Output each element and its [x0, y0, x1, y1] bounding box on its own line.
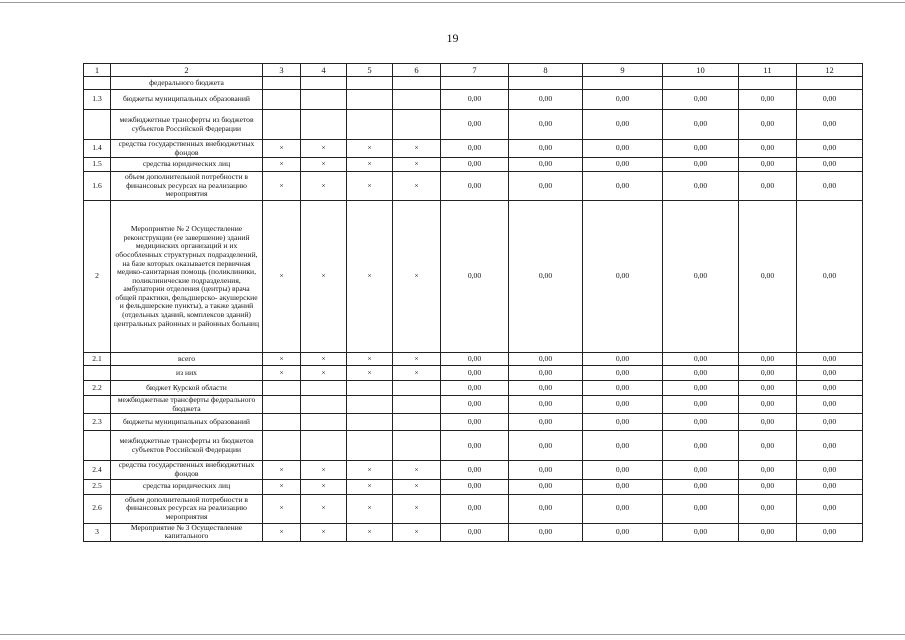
cell-col6: ×	[393, 523, 441, 541]
column-header: 7	[441, 64, 509, 77]
row-number-cell	[84, 77, 111, 90]
cell-col6	[393, 90, 441, 110]
cell-col3	[263, 77, 301, 90]
value-cell: 0,00	[739, 461, 797, 479]
cell-col6: ×	[393, 158, 441, 172]
row-number-cell: 2.3	[84, 414, 111, 431]
cell-col3: ×	[263, 353, 301, 366]
row-name-cell: средства юридических лиц	[111, 479, 263, 494]
table-row	[84, 414, 863, 431]
row-number-cell: 1.5	[84, 158, 111, 172]
value-cell: 0,00	[797, 172, 863, 201]
value-cell: 0,00	[583, 381, 663, 396]
row-name-cell: средства государственных внебюджетных фондов	[111, 461, 263, 479]
table-row	[84, 479, 863, 494]
value-cell: 0,00	[583, 366, 663, 381]
row-name-cell: межбюджетные трансферты из бюджетов субъектов Российской Федерации	[111, 110, 263, 140]
cell-col4	[301, 381, 347, 396]
column-header: 10	[663, 64, 739, 77]
cell-col5: ×	[347, 479, 393, 494]
value-cell: 0,00	[663, 158, 739, 172]
value-cell: 0,00	[663, 494, 739, 523]
cell-col4	[301, 431, 347, 461]
value-cell: 0,00	[663, 353, 739, 366]
cell-col5: ×	[347, 353, 393, 366]
row-number-cell: 2.2	[84, 381, 111, 396]
value-cell: 0,00	[663, 366, 739, 381]
row-name-cell: федерального бюджета	[111, 77, 263, 90]
table-row	[84, 523, 863, 541]
value-cell: 0,00	[739, 494, 797, 523]
value-cell: 0,00	[739, 381, 797, 396]
row-number-cell: 2.5	[84, 479, 111, 494]
row-name-cell: Мероприятие № 2 Осуществление реконструкции (ее завершение) зданий медицинских организаций и их обособленных структурных подразделений, на базе которых оказывается первичная медико-санитарная помощь (поликлиники, поликлинические подразделения, амбулатории отделения (центры) врача общей практики, фельдшерско- акушерские и фельдшерские пункты), а также зданий (отдельных зданий, комплексов зданий) центральных районных и районных больниц	[111, 201, 263, 353]
value-cell: 0,00	[441, 479, 509, 494]
cell-col4	[301, 396, 347, 414]
cell-col3: ×	[263, 523, 301, 541]
value-cell: 0,00	[509, 90, 583, 110]
value-cell: 0,00	[509, 366, 583, 381]
value-cell: 0,00	[663, 414, 739, 431]
value-cell: 0,00	[509, 353, 583, 366]
cell-col5: ×	[347, 366, 393, 381]
value-cell: 0,00	[509, 523, 583, 541]
row-name-cell: объем дополнительной потребности в финансовых ресурсах на реализацию мероприятия	[111, 494, 263, 523]
value-cell: 0,00	[583, 140, 663, 158]
value-cell: 0,00	[797, 414, 863, 431]
table-row	[84, 353, 863, 366]
value-cell: 0,00	[739, 201, 797, 353]
cell-col3: ×	[263, 140, 301, 158]
value-cell: 0,00	[583, 172, 663, 201]
value-cell: 0,00	[441, 366, 509, 381]
value-cell: 0,00	[739, 431, 797, 461]
column-header: 5	[347, 64, 393, 77]
value-cell: 0,00	[509, 431, 583, 461]
column-header: 8	[509, 64, 583, 77]
value-cell: 0,00	[739, 90, 797, 110]
table-row	[84, 431, 863, 461]
column-header: 9	[583, 64, 663, 77]
cell-col4	[301, 77, 347, 90]
row-number-cell: 3	[84, 523, 111, 541]
value-cell: 0,00	[739, 353, 797, 366]
cell-col3	[263, 431, 301, 461]
value-cell: 0,00	[663, 381, 739, 396]
value-cell: 0,00	[663, 431, 739, 461]
row-name-cell: межбюджетные трансферты из бюджетов субъектов Российской Федерации	[111, 431, 263, 461]
value-cell: 0,00	[663, 479, 739, 494]
row-name-cell: бюджеты муниципальных образований	[111, 90, 263, 110]
value-cell: 0,00	[663, 396, 739, 414]
value-cell: 0,00	[441, 110, 509, 140]
cell-col5	[347, 396, 393, 414]
value-cell: 0,00	[441, 140, 509, 158]
table-row	[84, 494, 863, 523]
cell-col6: ×	[393, 461, 441, 479]
value-cell: 0,00	[509, 110, 583, 140]
cell-col6: ×	[393, 140, 441, 158]
value-cell: 0,00	[797, 366, 863, 381]
cell-col4	[301, 110, 347, 140]
cell-col3: ×	[263, 158, 301, 172]
cell-col6: ×	[393, 172, 441, 201]
value-cell: 0,00	[663, 201, 739, 353]
value-cell: 0,00	[509, 494, 583, 523]
value-cell: 0,00	[441, 353, 509, 366]
cell-col4: ×	[301, 523, 347, 541]
cell-col6	[393, 110, 441, 140]
cell-col4	[301, 414, 347, 431]
value-cell: 0,00	[663, 110, 739, 140]
table-row	[84, 201, 863, 353]
value-cell: 0,00	[583, 479, 663, 494]
column-header: 1	[84, 64, 111, 77]
value-cell: 0,00	[583, 201, 663, 353]
cell-col3: ×	[263, 172, 301, 201]
value-cell: 0,00	[509, 414, 583, 431]
row-number-cell: 1.3	[84, 90, 111, 110]
bottom-scan-edge	[0, 634, 905, 635]
cell-col4: ×	[301, 140, 347, 158]
value-cell: 0,00	[441, 381, 509, 396]
table-row	[84, 140, 863, 158]
value-cell: 0,00	[441, 461, 509, 479]
cell-col5	[347, 77, 393, 90]
cell-col5: ×	[347, 461, 393, 479]
value-cell: 0,00	[797, 431, 863, 461]
table-row	[84, 172, 863, 201]
value-cell	[797, 77, 863, 90]
column-header: 6	[393, 64, 441, 77]
row-number-cell	[84, 396, 111, 414]
cell-col3: ×	[263, 461, 301, 479]
value-cell: 0,00	[441, 201, 509, 353]
value-cell: 0,00	[583, 414, 663, 431]
cell-col6	[393, 414, 441, 431]
value-cell: 0,00	[583, 461, 663, 479]
value-cell: 0,00	[583, 353, 663, 366]
row-name-cell: всего	[111, 353, 263, 366]
value-cell: 0,00	[797, 381, 863, 396]
row-number-cell	[84, 431, 111, 461]
cell-col3: ×	[263, 366, 301, 381]
row-name-cell: средства юридических лиц	[111, 158, 263, 172]
row-name-cell: бюджеты муниципальных образований	[111, 414, 263, 431]
cell-col5	[347, 110, 393, 140]
value-cell: 0,00	[509, 172, 583, 201]
row-number-cell: 2.6	[84, 494, 111, 523]
table-row	[84, 366, 863, 381]
value-cell: 0,00	[797, 479, 863, 494]
cell-col5: ×	[347, 140, 393, 158]
cell-col5: ×	[347, 158, 393, 172]
value-cell: 0,00	[739, 158, 797, 172]
row-number-cell: 1.4	[84, 140, 111, 158]
value-cell	[509, 77, 583, 90]
value-cell: 0,00	[583, 523, 663, 541]
table-row	[84, 110, 863, 140]
cell-col6	[393, 77, 441, 90]
value-cell: 0,00	[583, 431, 663, 461]
row-number-cell	[84, 366, 111, 381]
cell-col6	[393, 396, 441, 414]
value-cell: 0,00	[441, 414, 509, 431]
value-cell: 0,00	[441, 396, 509, 414]
value-cell: 0,00	[739, 414, 797, 431]
cell-col3	[263, 90, 301, 110]
row-name-cell: объем дополнительной потребности в финансовых ресурсах на реализацию мероприятия	[111, 172, 263, 201]
page-number: 19	[446, 31, 459, 45]
table-row	[84, 381, 863, 396]
cell-col4	[301, 90, 347, 110]
cell-col4: ×	[301, 461, 347, 479]
row-number-cell: 2	[84, 201, 111, 353]
cell-col6	[393, 431, 441, 461]
cell-col6	[393, 381, 441, 396]
value-cell: 0,00	[583, 158, 663, 172]
value-cell: 0,00	[509, 158, 583, 172]
column-header: 11	[739, 64, 797, 77]
cell-col4: ×	[301, 366, 347, 381]
cell-col5	[347, 381, 393, 396]
cell-col3	[263, 381, 301, 396]
cell-col3: ×	[263, 494, 301, 523]
cell-col3	[263, 110, 301, 140]
value-cell: 0,00	[739, 523, 797, 541]
table-row	[84, 396, 863, 414]
value-cell: 0,00	[739, 479, 797, 494]
row-name-cell: межбюджетные трансферты федерального бюджета	[111, 396, 263, 414]
cell-col6: ×	[393, 353, 441, 366]
row-name-cell: средства государственных внебюджетных фондов	[111, 140, 263, 158]
column-header: 2	[111, 64, 263, 77]
value-cell: 0,00	[583, 90, 663, 110]
cell-col6: ×	[393, 366, 441, 381]
cell-col6: ×	[393, 494, 441, 523]
cell-col3: ×	[263, 479, 301, 494]
value-cell	[441, 77, 509, 90]
value-cell: 0,00	[663, 461, 739, 479]
value-cell: 0,00	[583, 110, 663, 140]
table-row	[84, 158, 863, 172]
value-cell: 0,00	[663, 140, 739, 158]
value-cell: 0,00	[663, 523, 739, 541]
row-number-cell: 2.1	[84, 353, 111, 366]
row-name-cell: бюджет Курской области	[111, 381, 263, 396]
value-cell: 0,00	[509, 381, 583, 396]
cell-col3: ×	[263, 201, 301, 353]
table-row	[84, 77, 863, 90]
value-cell	[583, 77, 663, 90]
top-scan-edge	[0, 2, 905, 3]
value-cell: 0,00	[441, 172, 509, 201]
row-number-cell	[84, 110, 111, 140]
value-cell: 0,00	[441, 90, 509, 110]
value-cell: 0,00	[797, 90, 863, 110]
value-cell: 0,00	[739, 172, 797, 201]
value-cell: 0,00	[583, 396, 663, 414]
cell-col5: ×	[347, 523, 393, 541]
cell-col5	[347, 431, 393, 461]
value-cell: 0,00	[509, 396, 583, 414]
cell-col5: ×	[347, 494, 393, 523]
cell-col3	[263, 414, 301, 431]
cell-col5	[347, 90, 393, 110]
column-header: 3	[263, 64, 301, 77]
cell-col6: ×	[393, 479, 441, 494]
column-header: 4	[301, 64, 347, 77]
cell-col4: ×	[301, 201, 347, 353]
value-cell: 0,00	[509, 201, 583, 353]
cell-col4: ×	[301, 353, 347, 366]
value-cell: 0,00	[441, 494, 509, 523]
row-number-cell: 2.4	[84, 461, 111, 479]
value-cell: 0,00	[663, 172, 739, 201]
value-cell: 0,00	[797, 523, 863, 541]
value-cell: 0,00	[663, 90, 739, 110]
budget-table	[83, 63, 863, 542]
value-cell: 0,00	[739, 140, 797, 158]
cell-col4: ×	[301, 158, 347, 172]
value-cell: 0,00	[797, 158, 863, 172]
row-number-cell: 1.6	[84, 172, 111, 201]
value-cell: 0,00	[583, 494, 663, 523]
column-header: 12	[797, 64, 863, 77]
cell-col5: ×	[347, 172, 393, 201]
cell-col4: ×	[301, 494, 347, 523]
value-cell	[663, 77, 739, 90]
value-cell: 0,00	[441, 158, 509, 172]
value-cell	[739, 77, 797, 90]
value-cell: 0,00	[739, 396, 797, 414]
value-cell: 0,00	[797, 140, 863, 158]
value-cell: 0,00	[797, 110, 863, 140]
cell-col6: ×	[393, 201, 441, 353]
value-cell: 0,00	[797, 461, 863, 479]
value-cell: 0,00	[509, 461, 583, 479]
cell-col4: ×	[301, 172, 347, 201]
cell-col5	[347, 414, 393, 431]
value-cell: 0,00	[509, 140, 583, 158]
value-cell: 0,00	[441, 523, 509, 541]
cell-col3	[263, 396, 301, 414]
cell-col4: ×	[301, 479, 347, 494]
value-cell: 0,00	[739, 110, 797, 140]
table-header-row	[84, 64, 863, 77]
value-cell: 0,00	[797, 353, 863, 366]
table-row	[84, 90, 863, 110]
value-cell: 0,00	[797, 201, 863, 353]
row-name-cell: Мероприятие № 3 Осуществление капитального	[111, 523, 263, 541]
value-cell: 0,00	[797, 494, 863, 523]
cell-col5: ×	[347, 201, 393, 353]
value-cell: 0,00	[797, 396, 863, 414]
row-name-cell: из них	[111, 366, 263, 381]
table-row	[84, 461, 863, 479]
value-cell: 0,00	[509, 479, 583, 494]
value-cell: 0,00	[441, 431, 509, 461]
value-cell: 0,00	[739, 366, 797, 381]
